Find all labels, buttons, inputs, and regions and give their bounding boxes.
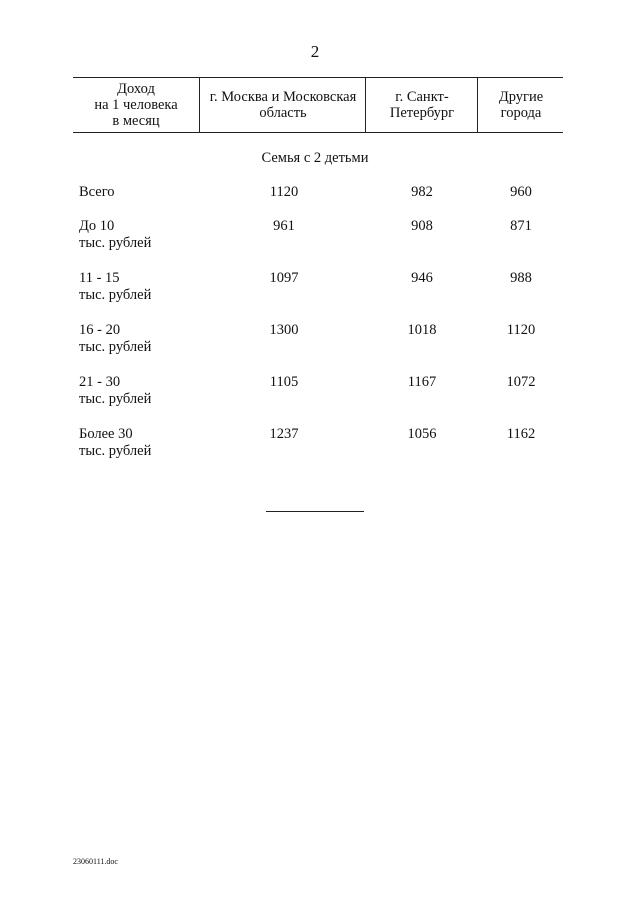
header-other-cities: Другие города <box>477 78 564 132</box>
value-moscow: 1105 <box>269 374 299 390</box>
table-row <box>79 374 559 426</box>
value-spb: 1018 <box>407 322 437 338</box>
value-other-cities: 1072 <box>506 374 536 390</box>
table-body <box>79 184 559 478</box>
value-other-cities: 988 <box>510 270 532 286</box>
value-moscow: 1300 <box>269 322 299 338</box>
value-spb: 1167 <box>407 374 437 390</box>
page-number: 2 <box>310 42 320 61</box>
value-other-cities: 1120 <box>506 322 536 338</box>
table-row <box>79 270 559 322</box>
header-moscow: г. Москва и Московская область <box>199 78 366 132</box>
value-moscow: 1120 <box>269 184 299 200</box>
row-label: Более 30 тыс. рублей <box>79 426 152 459</box>
section-title: Семья с 2 детьми <box>261 150 369 166</box>
value-other-cities: 871 <box>510 218 532 234</box>
row-label: 21 - 30 тыс. рублей <box>79 374 152 407</box>
value-spb: 908 <box>411 218 433 234</box>
value-spb: 946 <box>411 270 433 286</box>
value-spb: 982 <box>411 184 433 200</box>
value-other-cities: 960 <box>510 184 532 200</box>
header-income: Доход на 1 человека в месяц <box>94 81 178 129</box>
end-divider <box>266 511 364 512</box>
value-moscow: 1237 <box>269 426 299 442</box>
table-row <box>79 218 559 270</box>
value-other-cities: 1162 <box>506 426 536 442</box>
table-row <box>79 426 559 478</box>
row-label: 16 - 20 тыс. рублей <box>79 322 152 355</box>
row-label: Всего <box>79 184 115 200</box>
value-moscow: 1097 <box>269 270 299 286</box>
table-header <box>73 77 563 133</box>
table-row <box>79 184 559 218</box>
value-moscow: 961 <box>273 218 295 234</box>
header-spb: г. Санкт- Петербург <box>365 78 478 132</box>
footer-filename: 23060111.doc <box>73 857 118 866</box>
row-label: 11 - 15 тыс. рублей <box>79 270 152 303</box>
row-label: До 10 тыс. рублей <box>79 218 152 251</box>
table-row <box>79 322 559 374</box>
value-spb: 1056 <box>407 426 437 442</box>
income-table <box>73 77 563 133</box>
